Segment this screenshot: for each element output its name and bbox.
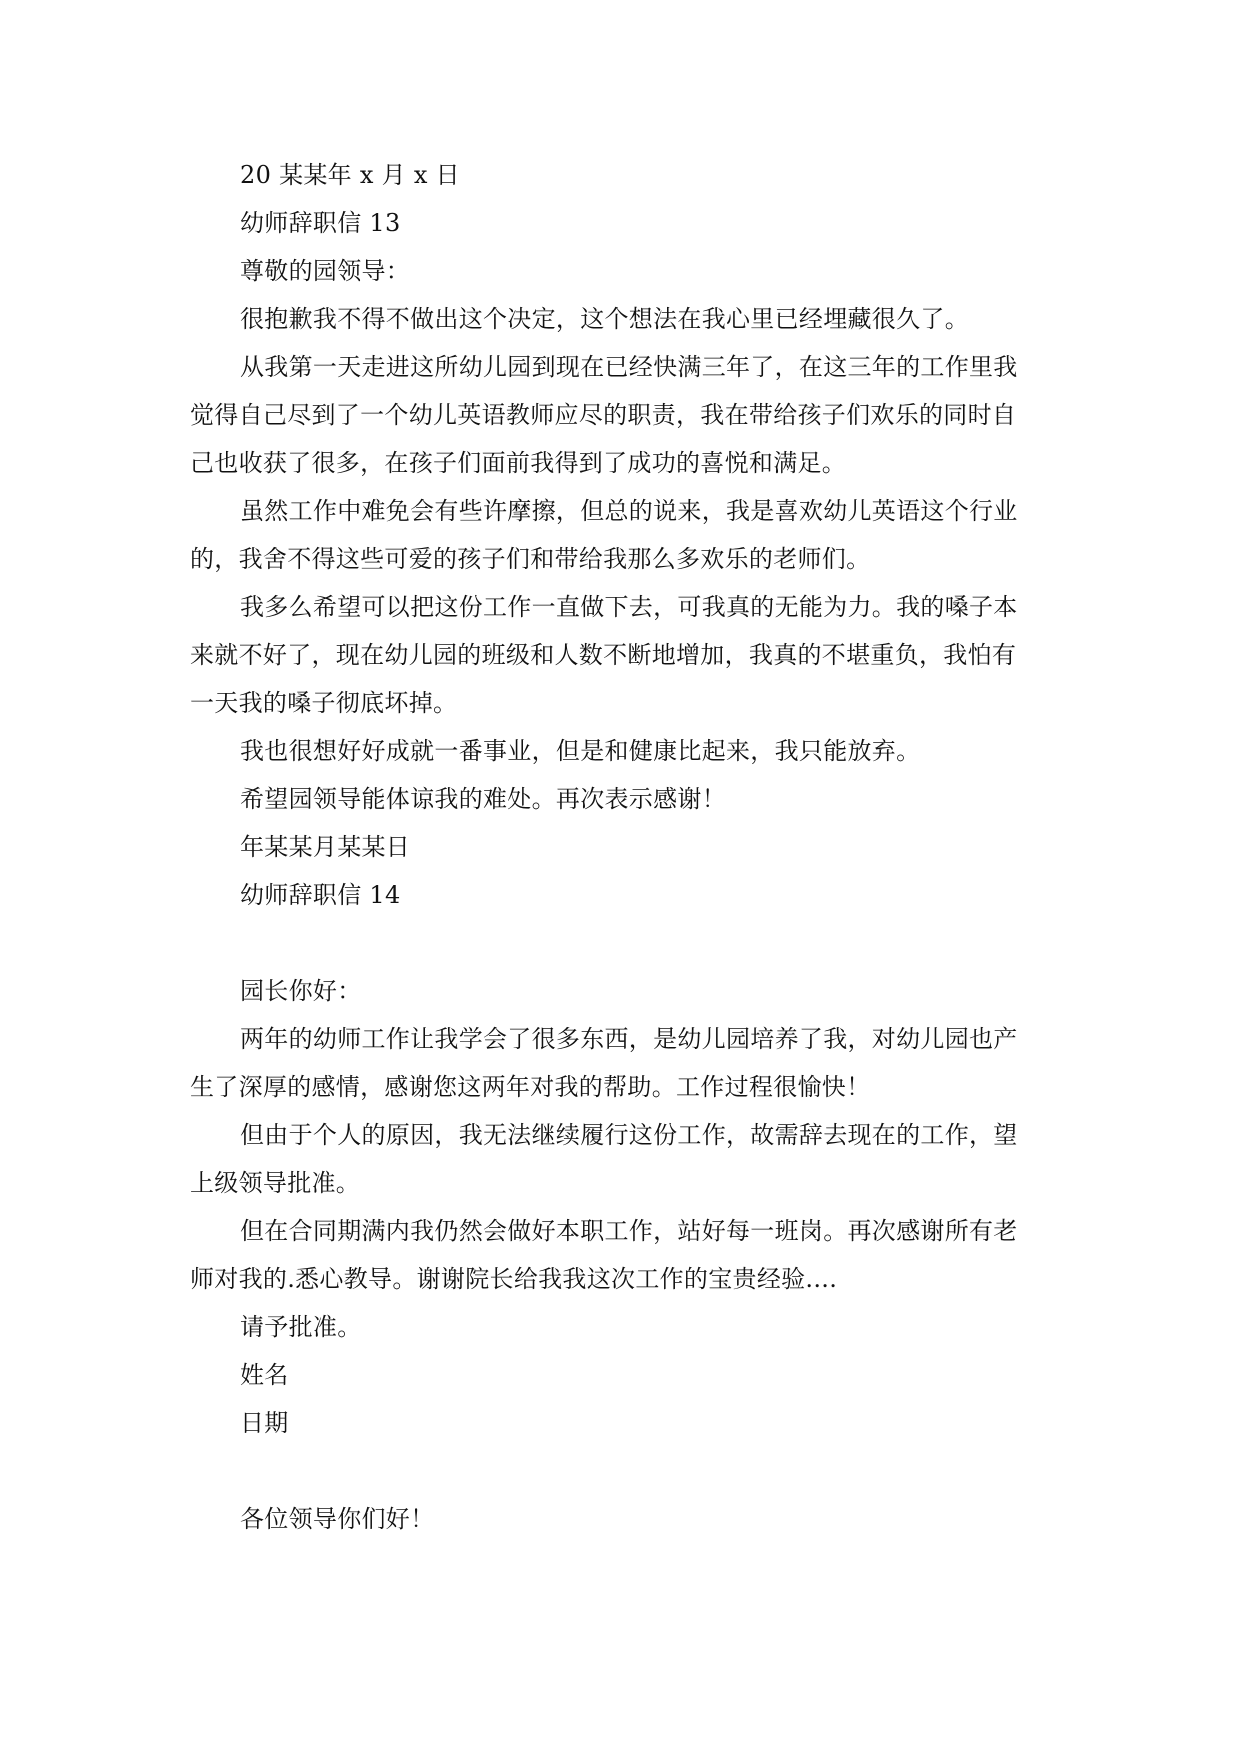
salutation: 各位领导你们好！ <box>240 1505 435 1533</box>
closing-line: 请予批准。 <box>240 1313 362 1341</box>
letter-heading-14: 幼师辞职信 14 <box>240 881 401 909</box>
paragraph-line: 的，我舍不得这些可爱的孩子们和带给我那么多欢乐的老师们。 <box>190 545 871 573</box>
paragraph-line: 虽然工作中难免会有些许摩擦，但总的说来，我是喜欢幼儿英语这个行业 <box>240 497 1018 525</box>
paragraph-line: 很抱歉我不得不做出这个决定，这个想法在我心里已经埋藏很久了。 <box>240 305 969 333</box>
paragraph-line: 但在合同期满内我仍然会做好本职工作，站好每一班岗。再次感谢所有老 <box>240 1217 1018 1245</box>
paragraph-line: 希望园领导能体谅我的难处。再次表示感谢！ <box>240 785 726 813</box>
paragraph-line: 从我第一天走进这所幼儿园到现在已经快满三年了，在这三年的工作里我 <box>240 353 1018 381</box>
paragraph-line: 一天我的嗓子彻底坏掉。 <box>190 689 458 717</box>
letter-heading-13: 幼师辞职信 13 <box>240 209 401 237</box>
salutation: 园长你好： <box>240 977 362 1005</box>
paragraph-line: 己也收获了很多，在孩子们面前我得到了成功的喜悦和满足。 <box>190 449 847 477</box>
date-line: 年某某月某某日 <box>240 833 411 861</box>
paragraph-line: 我也很想好好成就一番事业，但是和健康比起来，我只能放弃。 <box>240 737 921 765</box>
date-label: 日期 <box>240 1409 289 1437</box>
paragraph-line: 上级领导批准。 <box>190 1169 361 1197</box>
paragraph-line: 觉得自己尽到了一个幼儿英语教师应尽的职责，我在带给孩子们欢乐的同时自 <box>190 401 1017 429</box>
paragraph-line: 生了深厚的感情，感谢您这两年对我的帮助。工作过程很愉快！ <box>190 1073 871 1101</box>
date-line: 20 某某年 x 月 x 日 <box>240 161 460 189</box>
paragraph-line: 两年的幼师工作让我学会了很多东西，是幼儿园培养了我，对幼儿园也产 <box>240 1025 1018 1053</box>
paragraph-line: 我多么希望可以把这份工作一直做下去，可我真的无能为力。我的嗓子本 <box>240 593 1018 621</box>
paragraph-line: 来就不好了，现在幼儿园的班级和人数不断地增加，我真的不堪重负，我怕有 <box>190 641 1017 669</box>
salutation: 尊敬的园领导： <box>240 257 411 285</box>
paragraph-line: 但由于个人的原因，我无法继续履行这份工作，故需辞去现在的工作，望 <box>240 1121 1018 1149</box>
name-line: 姓名 <box>240 1361 289 1389</box>
paragraph-line: 师对我的.悉心教导。谢谢院长给我我这次工作的宝贵经验.... <box>190 1265 838 1293</box>
